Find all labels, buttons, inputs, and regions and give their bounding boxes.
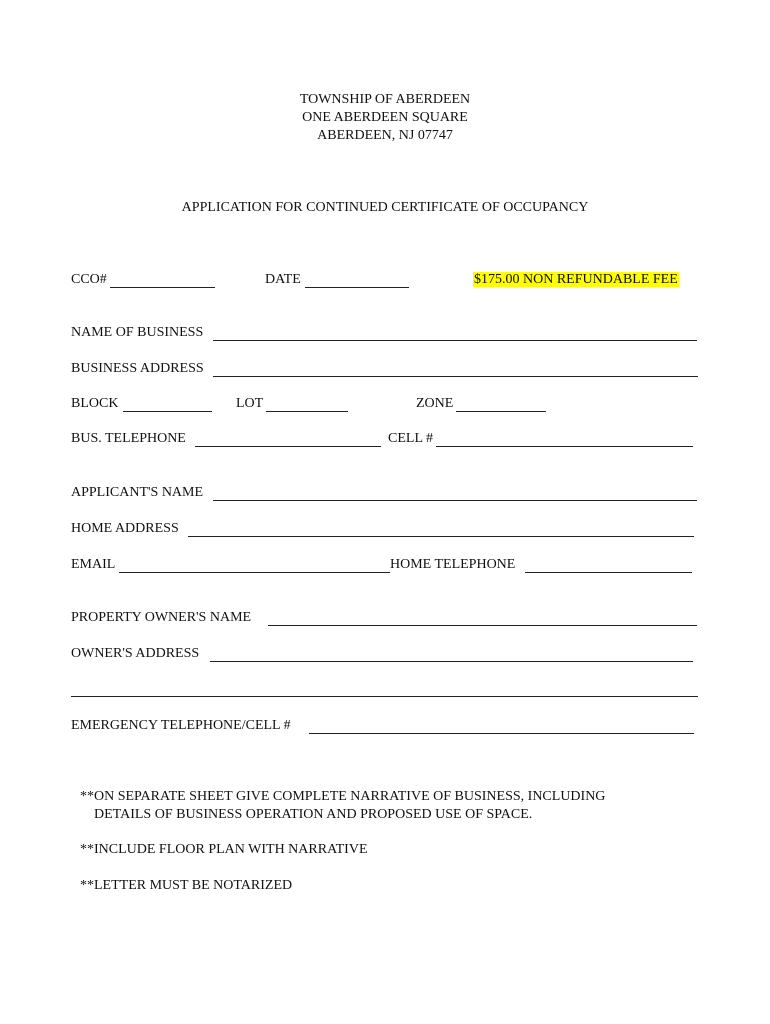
- emergency-label: EMERGENCY TELEPHONE/CELL #: [71, 718, 291, 733]
- owner-name-field[interactable]: [268, 609, 697, 626]
- fee-notice: [473, 271, 679, 289]
- owner-address-field[interactable]: [210, 645, 693, 662]
- bus-telephone-label: BUS. TELEPHONE: [71, 431, 186, 446]
- email-label: EMAIL: [71, 557, 116, 572]
- business-address-label: BUSINESS ADDRESS: [71, 361, 204, 376]
- cco-field[interactable]: [110, 271, 215, 288]
- lot-label: LOT: [236, 396, 264, 411]
- form-title: APPLICATION FOR CONTINUED CERTIFICATE OF OCCUPANCY: [181, 200, 589, 215]
- block-field[interactable]: [123, 395, 212, 412]
- owner-address-label: OWNER'S ADDRESS: [71, 646, 200, 661]
- cell-field[interactable]: [436, 430, 693, 447]
- applicant-name-field[interactable]: [213, 484, 697, 501]
- date-label: DATE: [265, 272, 301, 287]
- zone-label: ZONE: [416, 396, 454, 411]
- owner-address-field-line2[interactable]: [71, 680, 698, 697]
- township-address: ONE ABERDEEN SQUARE: [302, 110, 468, 125]
- block-label: BLOCK: [71, 396, 119, 411]
- note-narrative-cont: DETAILS OF BUSINESS OPERATION AND PROPOSED USE OF SPACE.: [94, 807, 533, 822]
- date-field[interactable]: [305, 271, 409, 288]
- note-narrative: **ON SEPARATE SHEET GIVE COMPLETE NARRATIVE OF BUSINESS, INCLUDING: [80, 789, 606, 804]
- note-floor-plan: **INCLUDE FLOOR PLAN WITH NARRATIVE: [80, 842, 368, 857]
- home-telephone-label: HOME TELEPHONE: [390, 557, 516, 572]
- owner-name-label: PROPERTY OWNER'S NAME: [71, 610, 252, 625]
- lot-field[interactable]: [266, 395, 348, 412]
- zone-field[interactable]: [456, 395, 546, 412]
- note-notarized: **LETTER MUST BE NOTARIZED: [80, 878, 293, 893]
- bus-telephone-field[interactable]: [195, 430, 381, 447]
- home-address-label: HOME ADDRESS: [71, 521, 179, 536]
- cell-label: CELL #: [388, 431, 433, 446]
- cco-label: CCO#: [71, 272, 107, 287]
- email-field[interactable]: [119, 556, 390, 573]
- business-name-label: NAME OF BUSINESS: [71, 325, 204, 340]
- home-telephone-field[interactable]: [525, 556, 692, 573]
- applicant-name-label: APPLICANT'S NAME: [71, 485, 204, 500]
- township-name: TOWNSHIP OF ABERDEEN: [299, 92, 471, 107]
- business-name-field[interactable]: [213, 324, 697, 341]
- home-address-field[interactable]: [188, 520, 694, 537]
- township-city: ABERDEEN, NJ 07747: [317, 128, 453, 143]
- emergency-field[interactable]: [309, 717, 694, 734]
- fee-highlight: $175.00 NON REFUNDABLE FEE: [474, 272, 678, 287]
- business-address-field[interactable]: [213, 360, 698, 377]
